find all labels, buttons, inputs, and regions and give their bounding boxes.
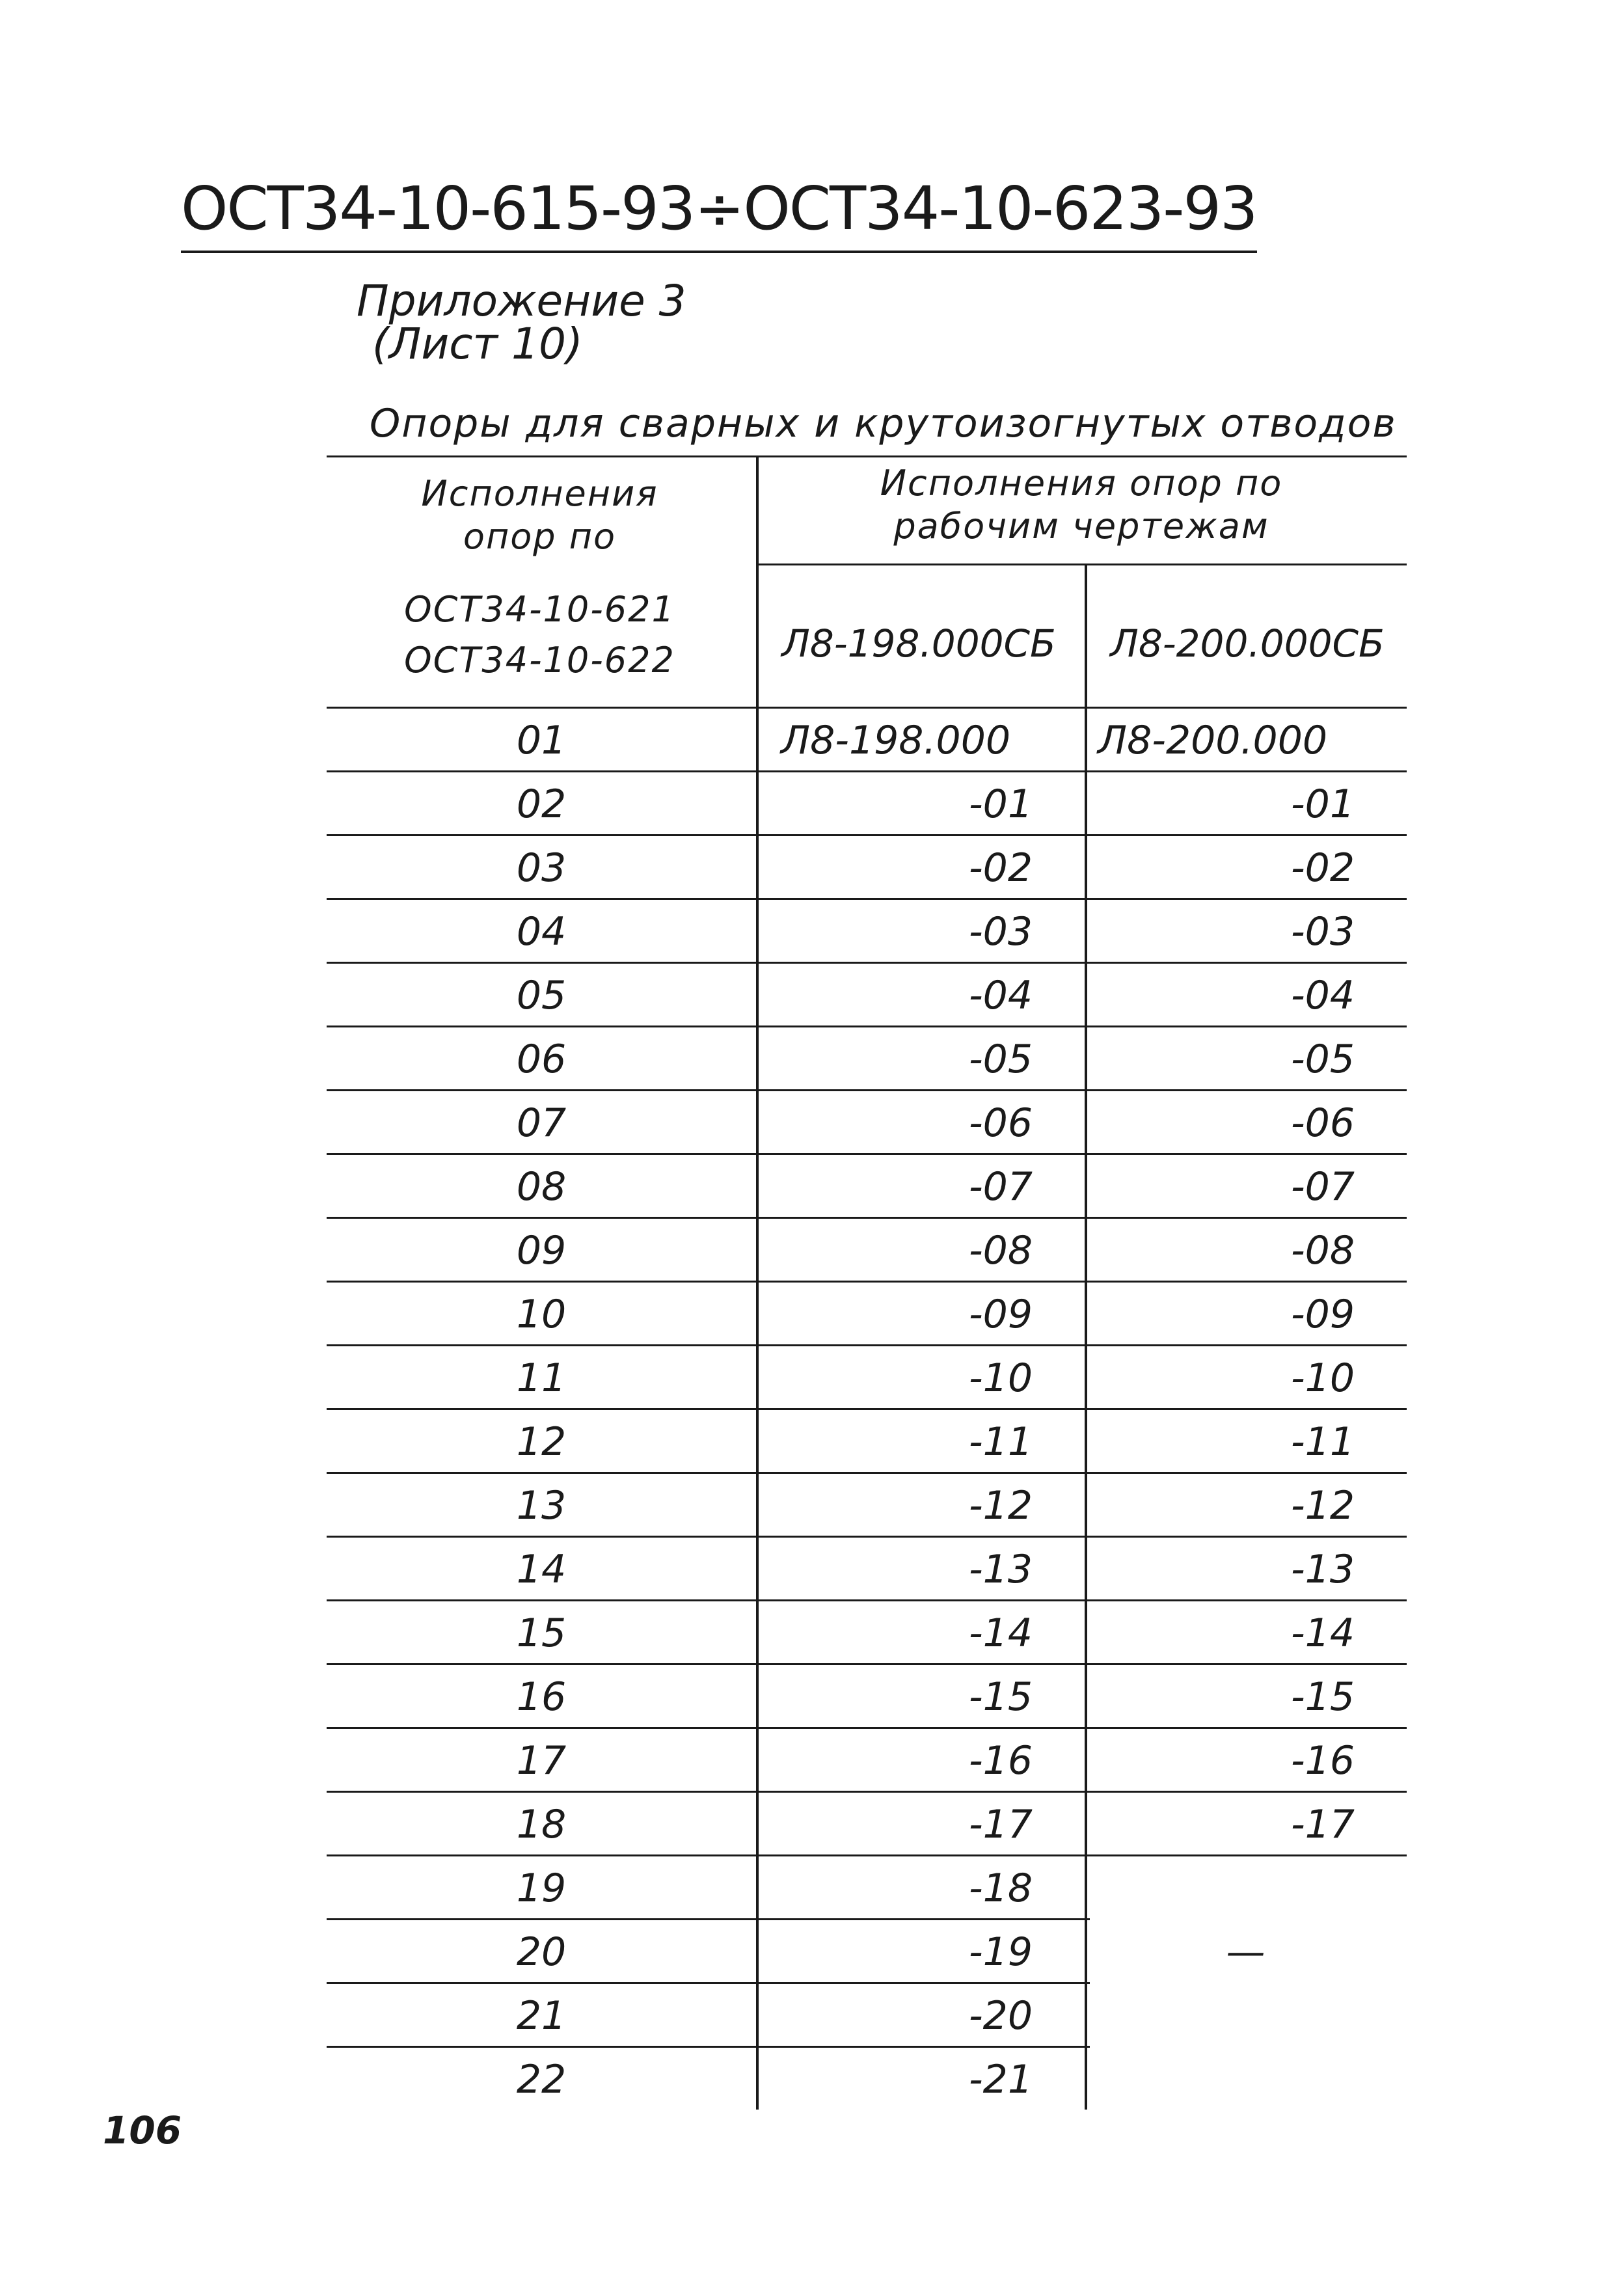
cell-ost-execution: 01: [516, 718, 567, 763]
cell-l8-200-execution: -11: [1291, 1419, 1355, 1465]
cell-ost-execution: 21: [516, 1993, 567, 2039]
cell-l8-198-execution: -15: [969, 1674, 1033, 1720]
cell-l8-198-execution: -06: [969, 1100, 1033, 1146]
cell-l8-200-execution: —: [1226, 1929, 1265, 1975]
row-divider: [327, 1408, 1407, 1410]
header-group-divider: [756, 564, 1407, 565]
row-divider: [327, 1791, 1407, 1793]
cell-ost-execution: 05: [516, 973, 567, 1018]
cell-l8-200-execution: -15: [1291, 1674, 1355, 1720]
header-group-title: [756, 462, 1407, 548]
cell-l8-198-execution: -05: [969, 1037, 1033, 1082]
header-bottom-border: [327, 707, 1407, 709]
cell-l8-198-execution: -01: [969, 781, 1033, 827]
cell-l8-200-execution: -12: [1291, 1483, 1355, 1528]
cell-l8-200-execution: -04: [1291, 973, 1355, 1018]
cell-ost-execution: 15: [516, 1610, 567, 1656]
header-col1-line1: Исполнения: [421, 473, 658, 514]
cell-ost-execution: 06: [516, 1037, 567, 1082]
row-divider: [327, 1472, 1407, 1474]
cell-l8-200-execution: -10: [1291, 1355, 1355, 1401]
row-divider: [327, 1281, 1407, 1283]
header-col1-standards: [327, 584, 753, 686]
header-group-line2: рабочим чертежам: [893, 505, 1269, 547]
row-divider: [327, 1153, 1407, 1155]
row-divider: [327, 834, 1407, 836]
cell-l8-200-execution: -14: [1291, 1610, 1355, 1656]
cell-ost-execution: 07: [516, 1100, 567, 1146]
row-divider: [327, 1536, 1407, 1538]
cell-l8-198-execution: -21: [969, 2057, 1033, 2102]
appendix-label: [357, 276, 686, 369]
cell-ost-execution: 14: [516, 1547, 567, 1592]
column-divider-1: [756, 455, 759, 2110]
row-divider: [327, 1217, 1407, 1219]
cell-ost-execution: 13: [516, 1483, 567, 1528]
page-number: 106: [103, 2108, 182, 2153]
cell-l8-200-execution: -08: [1291, 1228, 1355, 1273]
cell-l8-200-execution: -06: [1291, 1100, 1355, 1146]
cell-ost-execution: 08: [516, 1164, 567, 1210]
cell-l8-200-execution: -01: [1291, 781, 1355, 827]
header-col1-line2: опор по: [463, 515, 617, 557]
row-divider: [327, 1344, 1407, 1346]
row-divider: [327, 2046, 1090, 2048]
cell-ost-execution: 03: [516, 845, 567, 891]
row-divider: [327, 1918, 1090, 1920]
cell-l8-198-execution: Л8-198.000: [781, 718, 1011, 763]
cell-ost-execution: 11: [516, 1355, 567, 1401]
cell-ost-execution: 04: [516, 909, 567, 955]
row-divider: [327, 1982, 1090, 1984]
row-divider: [327, 1599, 1407, 1601]
header-col1-title: [327, 472, 753, 558]
row-divider: [327, 1663, 1407, 1665]
cell-l8-200-execution: -17: [1291, 1802, 1355, 1847]
row-divider: [327, 1727, 1407, 1729]
table-top-border: [327, 455, 1407, 457]
cell-ost-execution: 12: [516, 1419, 567, 1465]
cell-l8-198-execution: -11: [969, 1419, 1033, 1465]
row-divider: [327, 770, 1407, 772]
cell-l8-200-execution: -03: [1291, 909, 1355, 955]
row-divider: [327, 962, 1407, 964]
cell-l8-198-execution: -17: [969, 1802, 1033, 1847]
cell-ost-execution: 18: [516, 1802, 567, 1847]
cell-l8-200-execution: -16: [1291, 1738, 1355, 1784]
cell-ost-execution: 09: [516, 1228, 567, 1273]
cell-l8-200-execution: -13: [1291, 1547, 1355, 1592]
cell-l8-200-execution: -09: [1291, 1292, 1355, 1337]
header-col1-line3: ОСТ34-10-621: [404, 589, 675, 630]
cell-ost-execution: 22: [516, 2057, 567, 2102]
cell-l8-200-execution: -02: [1291, 845, 1355, 891]
cell-l8-198-execution: -08: [969, 1228, 1033, 1273]
cell-ost-execution: 10: [516, 1292, 567, 1337]
cell-l8-198-execution: -07: [969, 1164, 1033, 1210]
cell-l8-198-execution: -14: [969, 1610, 1033, 1656]
cell-ost-execution: 20: [516, 1929, 567, 1975]
cell-l8-198-execution: -20: [969, 1993, 1033, 2039]
cell-l8-198-execution: -02: [969, 845, 1033, 891]
header-col1-line4: ОСТ34-10-622: [404, 640, 675, 681]
header-col2: Л8-198.000СБ: [781, 621, 1056, 666]
cell-l8-200-execution: Л8-200.000: [1098, 718, 1328, 763]
cell-l8-198-execution: -12: [969, 1483, 1033, 1528]
cell-l8-198-execution: -18: [969, 1866, 1033, 1911]
standard-title: ОСТ34-10-615-93÷ОСТ34-10-623-93: [181, 179, 1257, 253]
row-divider: [327, 1089, 1407, 1091]
cell-l8-198-execution: -13: [969, 1547, 1033, 1592]
cell-l8-200-execution: -05: [1291, 1037, 1355, 1082]
cell-ost-execution: 02: [516, 781, 567, 827]
cell-l8-198-execution: -10: [969, 1355, 1033, 1401]
cell-ost-execution: 16: [516, 1674, 567, 1720]
cell-l8-198-execution: -19: [969, 1929, 1033, 1975]
cell-l8-198-execution: -16: [969, 1738, 1033, 1784]
cell-l8-198-execution: -04: [969, 973, 1033, 1018]
supports-table: [327, 455, 1407, 2110]
cell-l8-200-execution: -07: [1291, 1164, 1355, 1210]
cell-l8-198-execution: -09: [969, 1292, 1033, 1337]
cell-l8-198-execution: -03: [969, 909, 1033, 955]
row-divider: [327, 898, 1407, 900]
header-col3: Л8-200.000СБ: [1110, 621, 1385, 666]
appendix-number: Приложение 3: [357, 276, 686, 326]
table-title: Опоры для сварных и крутоизогнутых отводов: [370, 401, 1397, 446]
sheet-number: (Лист 10): [372, 319, 583, 369]
row-divider: [327, 1026, 1407, 1027]
header-group-line1: Исполнения опор по: [880, 463, 1283, 504]
cell-ost-execution: 19: [516, 1866, 567, 1911]
cell-ost-execution: 17: [516, 1738, 567, 1784]
row-divider: [327, 1854, 1407, 1856]
